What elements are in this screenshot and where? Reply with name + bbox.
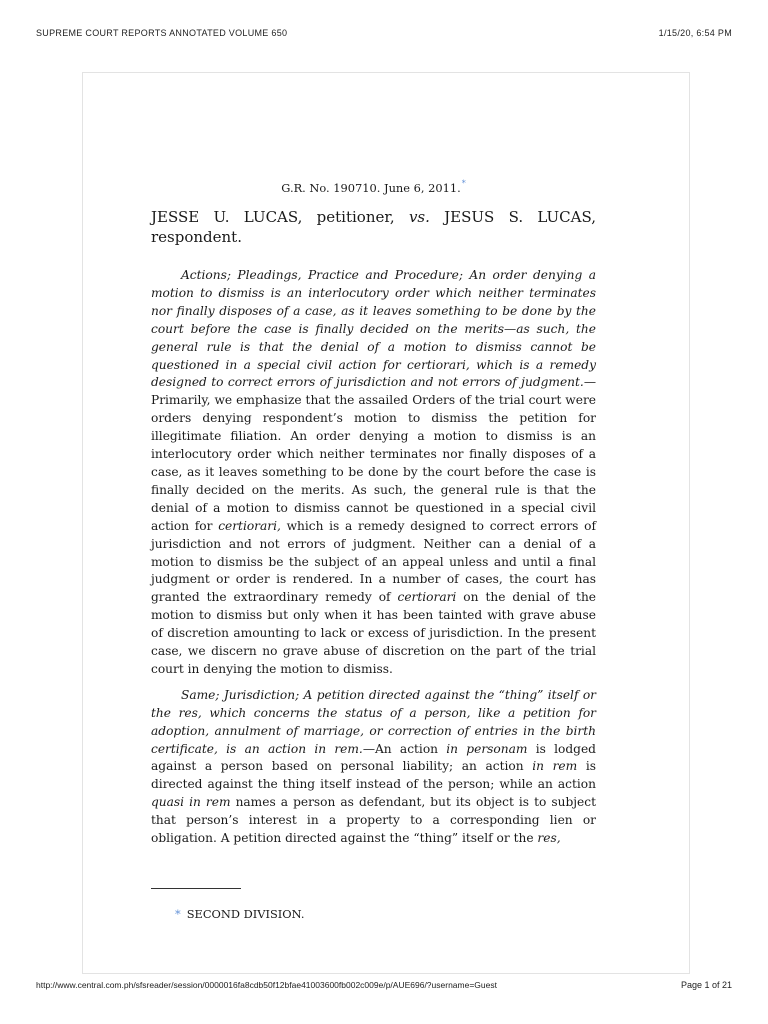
- text-run: is directed against the thing itself instead of the person; while an action: [151, 759, 597, 792]
- italic-text-run: certiorari: [397, 590, 457, 605]
- document-page: [82, 72, 690, 974]
- page-content: [151, 181, 596, 856]
- text-run: —Primarily, we emphasize that the assailed Orders of the trial court were orders denying respondent’s motion to dismiss the petition for illegitimate filiation. An order denying a motion to dismiss is an interlocutory order which neither terminates nor finally disposes of a case, as it leaves something to be done by the court before the case is finally decided on the merits. As such, the general rule is that the denial of a motion to dismiss cannot be questioned in a special civil action for: [151, 375, 596, 533]
- case-number: [151, 181, 596, 195]
- text-run: JESUS S. LUCAS, respondent.: [151, 208, 596, 246]
- italic-text-run: Same; Jurisdiction; A petition directed against the “thing” itself or the res, which concerns the status of a person, like a petition for adoption, annulment of marriage, or correction of entries in the birth certificate, is an action in rem.: [151, 687, 596, 756]
- footnote-reference-link[interactable]: *: [461, 179, 466, 188]
- case-number-text: G.R. No. 190710. June 6, 2011.: [281, 181, 461, 195]
- syllabus-paragraph: [151, 687, 596, 848]
- text-run: JESSE U. LUCAS, petitioner,: [151, 208, 409, 226]
- text-run: names a person as defendant, but its object is to subject that person’s interest in a property to a corresponding lien or obligation. A petition directed against the “thing” itself or the: [151, 795, 596, 846]
- footnote: [175, 907, 304, 921]
- print-datetime: 1/15/20, 6:54 PM: [658, 28, 732, 38]
- italic-text-run: in rem: [532, 759, 578, 774]
- syllabus-paragraph: [151, 267, 596, 679]
- italic-text-run: vs.: [408, 208, 430, 226]
- print-header: [36, 28, 732, 42]
- syllabus-body: [151, 267, 596, 848]
- document-title: SUPREME COURT REPORTS ANNOTATED VOLUME 650: [36, 28, 288, 38]
- italic-text-run: quasi in rem: [151, 795, 231, 810]
- page-url: http://www.central.com.ph/sfsreader/session/0000016fa8cdb50f12bfae41003600fb002c009e/p/AUE696/?username=Guest: [36, 980, 497, 990]
- italic-text-run: in personam: [446, 741, 528, 756]
- footnote-mark: *: [175, 907, 181, 921]
- case-parties: [151, 207, 596, 247]
- italic-text-run: certiorari,: [218, 518, 281, 533]
- italic-text-run: Actions; Pleadings, Practice and Procedure; An order denying a motion to dismiss is an interlocutory order which neither terminates nor finally disposes of a case, as it leaves something to be done by the court before the case is finally decided on the merits—as such, the general rule is that the denial of a motion to dismiss cannot be questioned in a special civil action for certiorari, which is a remedy designed to correct errors of jurisdiction and not errors of judgment.: [151, 268, 596, 390]
- page-indicator: Page 1 of 21: [680, 980, 732, 990]
- text-run: on the denial of the motion to dismiss but only when it has been tainted with grave abuse of discretion amounting to lack or excess of jurisdiction. In the present case, we discern no grave abuse of discretion on the part of the trial court in denying the motion to dismiss.: [151, 590, 597, 676]
- footnote-divider: [151, 888, 241, 889]
- text-run: —An action: [362, 741, 447, 756]
- text-run: which is a remedy designed to correct errors of jurisdiction and not errors of judgment. Neither can a denial of a motion to dismiss be the subject of an appeal unless and until a final judgment or order is rendered. In a number of cases, the court has granted the extraordinary remedy of: [151, 518, 596, 605]
- footnote-text: SECOND DIVISION.: [186, 907, 305, 921]
- text-run: is lodged against a person based on personal liability; an action: [151, 741, 596, 774]
- print-footer: [36, 980, 732, 994]
- italic-text-run: res,: [537, 831, 561, 846]
